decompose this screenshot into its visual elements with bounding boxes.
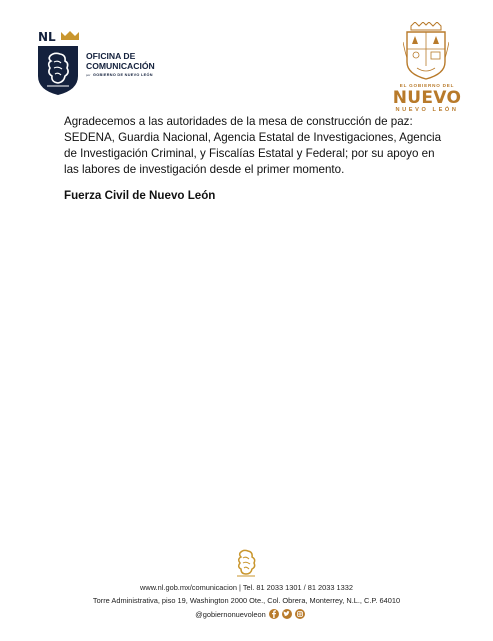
office-title-line2: COMUNICACIÓN xyxy=(86,61,155,71)
gobierno-label-small: EL GOBIERNO DEL xyxy=(399,83,455,88)
twitter-icon[interactable] xyxy=(282,609,292,619)
signature: Fuerza Civil de Nuevo León xyxy=(64,189,216,202)
oficina-comunicacion-logo xyxy=(36,28,196,96)
footer-contact-line: www.nl.gob.mx/comunicacion | Tel. 81 2033 1301 / 81 2033 1332 xyxy=(140,583,353,592)
office-title xyxy=(86,51,155,71)
footer-social-row xyxy=(170,608,330,620)
coat-of-arms-icon xyxy=(403,22,449,80)
crown-icon xyxy=(60,30,80,41)
lion-shield-icon xyxy=(36,44,80,96)
social-handle: @gobiernonuevoleon xyxy=(195,609,266,619)
office-subtitle-por: por xyxy=(86,73,91,77)
gobierno-nuevo-leon-logo xyxy=(388,22,468,118)
facebook-icon[interactable] xyxy=(269,609,279,619)
office-title-line1: OFICINA DE xyxy=(86,51,136,61)
footer-address-line: Torre Administrativa, piso 19, Washington 2000 Ote., Col. Obrera, Monterrey, N.L., C.P. 64010 xyxy=(92,596,401,605)
acknowledgement-paragraph: Agradecemos a las autoridades de la mesa de construcción de paz: SEDENA, Guardia Nacional, Agencia Estatal de Investigaciones, Agencia de Investigación Criminal, y Fiscalías Estatal y Federal; por su apoyo en las labores de investigación desde el primer momento. xyxy=(64,115,442,176)
instagram-icon[interactable] xyxy=(295,609,305,619)
lion-emblem-icon xyxy=(231,547,261,577)
gobierno-label-nuevo-leon: NUEVO LEÓN xyxy=(395,107,459,113)
gobierno-label-nuevo: NUEVO xyxy=(392,88,462,108)
nl-logo-text: NL xyxy=(38,30,56,44)
office-subtitle: GOBIERNO DE NUEVO LEÓN xyxy=(93,72,153,77)
